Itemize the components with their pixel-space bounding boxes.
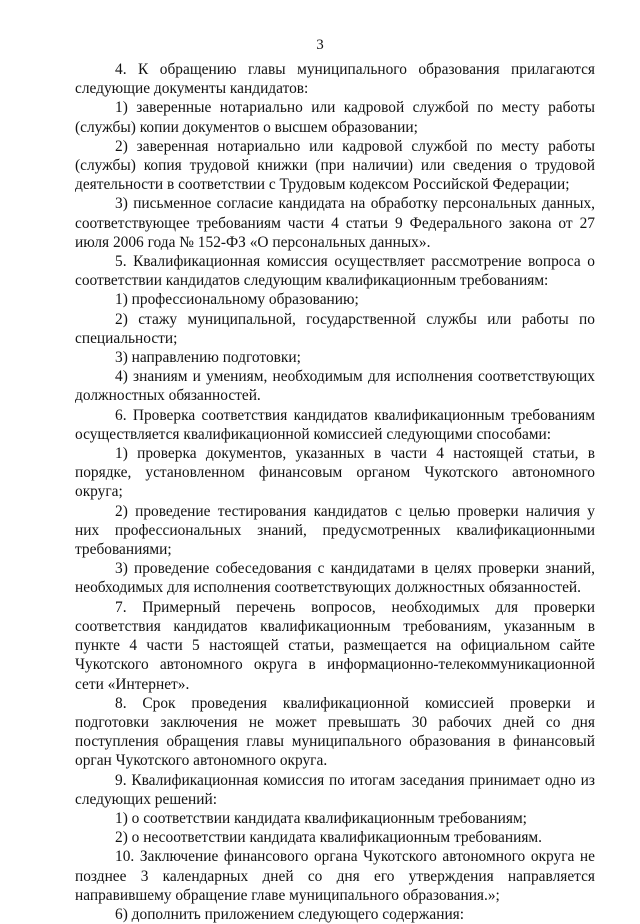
paragraph: 1) профессиональному образованию; — [115, 291, 359, 309]
paragraph: 3) направлению подготовки; — [115, 349, 301, 367]
paragraph: 2) о несоответствии кандидата квалификационным требованиям. — [115, 829, 542, 847]
paragraph: 1) о соответствии кандидата квалификационным требованиям; — [115, 809, 527, 827]
paragraph: 2) заверенная нотариально или кадровой службой по месту работы (службы) копия трудовой книжки (при наличии) или сведения о трудовой деятельности в соответствии с Трудовым кодексом Российской Федерации; — [75, 137, 595, 194]
paragraph: 6. Проверка соответствия кандидатов квалификационным требованиям осуществляется квалификационной комиссией следующими способами: — [75, 406, 595, 443]
document-body — [75, 60, 595, 924]
paragraph: 6) дополнить приложением следующего содержания: — [115, 905, 465, 923]
paragraph: 2) проведение тестирования кандидатов с целью проверки наличия у них профессиональных знаний, предусмотренных квалификационными требованиями; — [75, 502, 595, 559]
paragraph: 3) письменное согласие кандидата на обработку персональных данных, соответствующее требованиям части 4 статьи 9 Федерального закона от 27 июля 2006 года № 152-ФЗ «О персональных данных». — [75, 195, 595, 251]
paragraph: 7. Примерный перечень вопросов, необходимых для проверки соответствия кандидатов квалификационным требованиям, указанным в пункте 4 части 5 настоящей статьи, размещается на официальном сайте Чукотского автономного округа в информационно-телекоммуникационной сети «Интернет». — [75, 598, 595, 693]
page-number: 3 — [316, 37, 324, 53]
paragraph: 1) заверенные нотариально или кадровой службой по месту работы (службы) копии документов о высшем образовании; — [75, 99, 595, 136]
paragraph: 8. Срок проведения квалификационной комиссией проверки и подготовки заключения не может превышать 30 рабочих дней со дня поступления обращения главы муниципального образования в финансовый орган Чукотского автономного округа. — [75, 694, 595, 770]
paragraph: 2) стажу муниципальной, государственной службы или работы по специальности; — [75, 310, 595, 347]
paragraph: 9. Квалификационная комиссия по итогам заседания принимает одно из следующих решений: — [75, 771, 595, 808]
paragraph: 3) проведение собеседования с кандидатами в целях проверки знаний, необходимых для исполнения соответствующих должностных обязанностей. — [75, 560, 595, 597]
paragraph: 10. Заключение финансового органа Чукотского автономного округа не позднее 3 календарных дней со дня его утверждения направляется направившему обращение главе муниципального образования.»; — [75, 848, 595, 904]
paragraph: 1) проверка документов, указанных в части 4 настоящей статьи, в порядке, установленном финансовым органом Чукотского автономного округа; — [75, 445, 595, 501]
paragraph: 4) знаниям и умениям, необходимым для исполнения соответствующих должностных обязанностей. — [75, 368, 595, 405]
paragraph: 4. К обращению главы муниципального образования прилагаются следующие документы кандидатов: — [75, 61, 595, 98]
paragraph: 5. Квалификационная комиссия осуществляет рассмотрение вопроса о соответствии кандидатов следующим квалификационным требованиям: — [75, 253, 595, 290]
